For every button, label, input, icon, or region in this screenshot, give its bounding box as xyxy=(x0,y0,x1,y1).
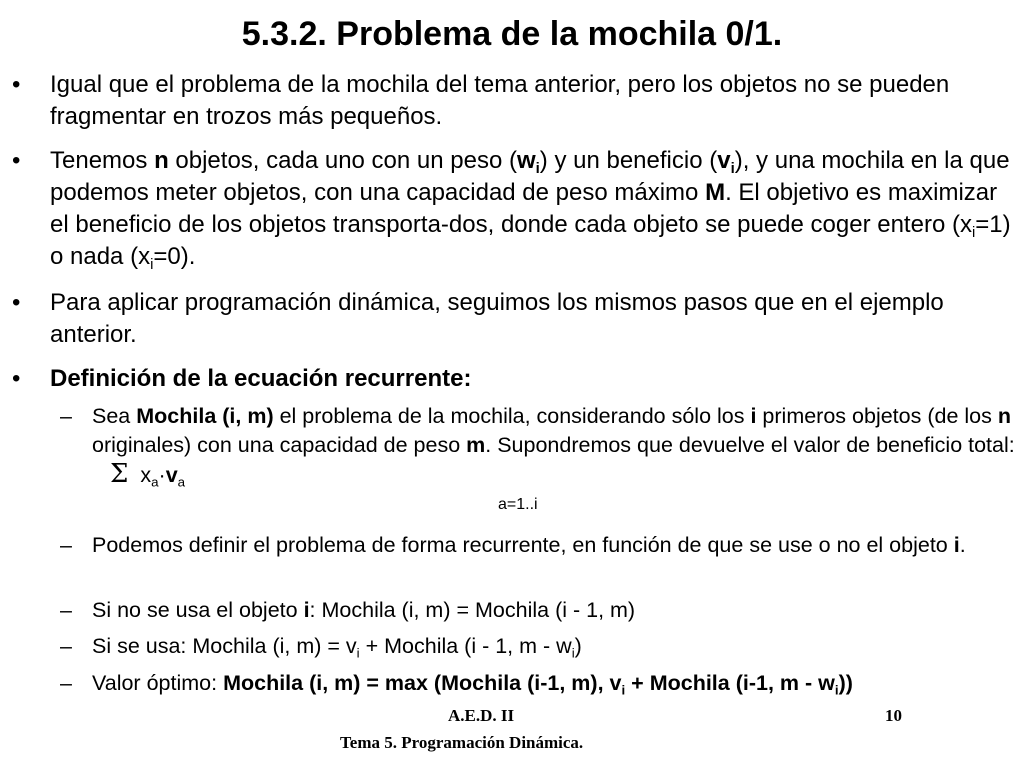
bullet-item-2 xyxy=(12,145,1012,273)
bullet-text: Tenemos n objetos, cada uno con un peso $(w_i)$ y un beneficio $(v_i)$, y una mochila en la que podemos meter objetos, con una capacidad de peso máximo M. El objetivo es maximizar el beneficio de los objetos transporta-dos, donde cada objeto se puede coger entero $(x_i=1)$ o nada $(x_i=0)$. xyxy=(50,147,1011,274)
bullet-text: Para aplicar programación dinámica, seguimos los mismos pasos que en el ejemplo anterior. xyxy=(50,289,944,348)
sub-item-text: Si no se usa el objeto i: Mochila (i, m) = Mochila (i - 1, m) xyxy=(92,598,636,622)
footer-course: A.E.D. II xyxy=(448,706,515,725)
dash-marker: – xyxy=(60,634,72,658)
bullet-item-4 xyxy=(12,363,1012,395)
bullet-heading: Definición de la ecuación recurrente: xyxy=(50,365,472,392)
sub-item-3 xyxy=(60,596,1015,625)
sub-item-text: Valor óptimo: Mochila (i, m) = max (Mochila (i-1, m), $v_i$ + Mochila (i-1, m - $w_i$)) xyxy=(92,671,853,698)
sub-item-text: Sea Mochila (i, m) el problema de la mochila, considerando sólo los i primeros objetos (de los n originales) con una capacidad de peso m. Supondremos que devuelve el valor de beneficio total: Σ $x_a\cdot v_a$ xyxy=(92,404,1015,490)
sub-item-text: Podemos definir el problema de forma recurrente, en función de que se use o no el objeto i. xyxy=(92,533,966,557)
sub-item-2 xyxy=(60,531,1015,560)
sub-item-4 xyxy=(60,632,1015,661)
bullet-marker: • xyxy=(12,71,21,98)
dash-marker: – xyxy=(60,533,72,557)
bullet-marker: • xyxy=(12,365,21,392)
dash-marker: – xyxy=(60,671,72,695)
summation-range: a=1..i xyxy=(498,496,538,513)
dash-marker: – xyxy=(60,404,72,428)
bullet-text: Igual que el problema de la mochila del tema anterior, pero los objetos no se pueden fragmentar en trozos más pequeños. xyxy=(50,71,950,130)
bullet-marker: • xyxy=(12,289,21,316)
slide-title: 5.3.2. Problema de la mochila 0/1. xyxy=(241,15,783,53)
dash-marker: – xyxy=(60,598,72,622)
bullet-marker: • xyxy=(12,147,21,174)
footer-page-number: 10 xyxy=(885,706,902,725)
footer-subtitle: Tema 5. Programación Dinámica. xyxy=(340,733,584,752)
sub-item-5 xyxy=(60,669,1015,698)
sub-item-1 xyxy=(60,402,1015,513)
summation-symbol: Σ xyxy=(110,459,129,489)
sub-item-text: Si se usa: Mochila (i, $m) = v_i$ + Mochila (i - 1, m - $w_i$) xyxy=(92,634,582,661)
bullet-item-3 xyxy=(12,287,1012,351)
bullet-item-1 xyxy=(12,69,1012,133)
